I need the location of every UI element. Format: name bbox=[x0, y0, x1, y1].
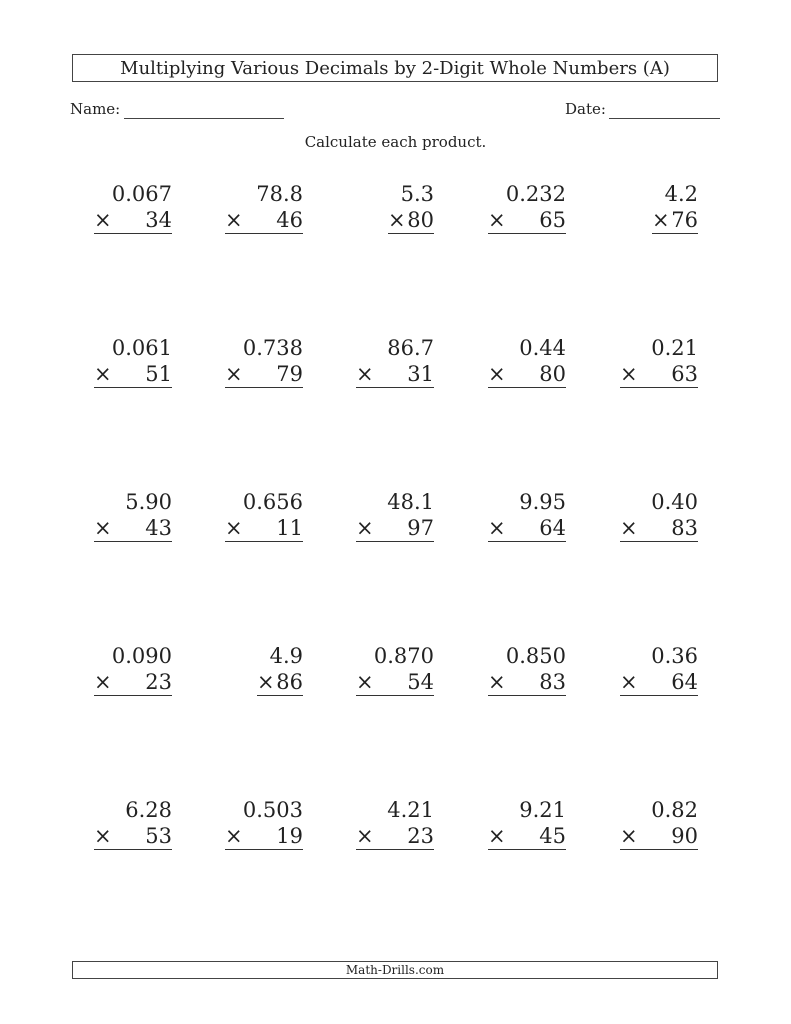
multiplier: 46 bbox=[276, 208, 303, 232]
multiplier-row bbox=[225, 669, 303, 695]
multiplicand: 78.8 bbox=[256, 182, 303, 206]
multiplicand: 9.95 bbox=[519, 490, 566, 514]
footer-text: Math-Drills.com bbox=[345, 963, 445, 977]
multiplicand: 86.7 bbox=[387, 336, 434, 360]
multiplicand: 0.232 bbox=[505, 182, 566, 206]
multiplicand: 0.850 bbox=[505, 644, 566, 668]
answer-line bbox=[94, 387, 172, 388]
multiplier-row bbox=[488, 669, 566, 695]
date-field[interactable] bbox=[609, 118, 720, 119]
multiplier: 80 bbox=[407, 208, 434, 232]
multiplier: 97 bbox=[407, 516, 434, 540]
name-field[interactable] bbox=[124, 118, 284, 119]
answer-line bbox=[652, 233, 698, 234]
answer-line bbox=[94, 233, 172, 234]
multiplier: 23 bbox=[407, 824, 434, 848]
times-sign: × bbox=[356, 670, 374, 694]
times-sign: × bbox=[94, 516, 112, 540]
multiplicand: 0.090 bbox=[111, 644, 172, 668]
multiplier: 80 bbox=[539, 362, 566, 386]
answer-line bbox=[225, 233, 303, 234]
multiplier: 31 bbox=[407, 362, 434, 386]
answer-line bbox=[94, 849, 172, 850]
times-sign: × bbox=[620, 824, 638, 848]
multiplier: 11 bbox=[276, 516, 303, 540]
date-label: Date: bbox=[565, 100, 606, 118]
times-sign: × bbox=[488, 516, 506, 540]
multiplicand: 0.061 bbox=[111, 336, 172, 360]
multiplicand: 6.28 bbox=[125, 798, 172, 822]
answer-line bbox=[356, 695, 434, 696]
multiplier: 19 bbox=[276, 824, 303, 848]
multiplier: 63 bbox=[671, 362, 698, 386]
answer-line bbox=[94, 695, 172, 696]
footer-box bbox=[72, 961, 718, 979]
times-sign: × bbox=[652, 208, 670, 232]
answer-line bbox=[356, 387, 434, 388]
multiplier-row bbox=[488, 823, 566, 849]
times-sign: × bbox=[488, 824, 506, 848]
multiplier-row bbox=[225, 515, 303, 541]
times-sign: × bbox=[225, 516, 243, 540]
answer-line bbox=[225, 541, 303, 542]
times-sign: × bbox=[620, 362, 638, 386]
times-sign: × bbox=[94, 362, 112, 386]
answer-line bbox=[620, 541, 698, 542]
answer-line bbox=[356, 849, 434, 850]
times-sign: × bbox=[356, 824, 374, 848]
answer-line bbox=[620, 849, 698, 850]
multiplicand: 5.3 bbox=[400, 182, 434, 206]
multiplicand: 4.21 bbox=[387, 798, 434, 822]
multiplier-row bbox=[94, 669, 172, 695]
times-sign: × bbox=[620, 670, 638, 694]
multiplier-row bbox=[225, 207, 303, 233]
multiplicand: 5.90 bbox=[125, 490, 172, 514]
answer-line bbox=[488, 695, 566, 696]
multiplier: 34 bbox=[145, 208, 172, 232]
answer-line bbox=[488, 849, 566, 850]
multiplier-row bbox=[94, 361, 172, 387]
answer-line bbox=[488, 233, 566, 234]
multiplier: 51 bbox=[145, 362, 172, 386]
multiplicand: 0.738 bbox=[242, 336, 303, 360]
multiplier-row bbox=[94, 823, 172, 849]
multiplier: 64 bbox=[671, 670, 698, 694]
times-sign: × bbox=[225, 362, 243, 386]
multiplier-row bbox=[620, 515, 698, 541]
multiplier-row bbox=[488, 515, 566, 541]
multiplier-row bbox=[94, 515, 172, 541]
times-sign: × bbox=[225, 824, 243, 848]
multiplicand: 0.40 bbox=[651, 490, 698, 514]
multiplicand: 0.067 bbox=[111, 182, 172, 206]
times-sign: × bbox=[356, 516, 374, 540]
answer-line bbox=[488, 387, 566, 388]
answer-line bbox=[620, 387, 698, 388]
multiplier-row bbox=[356, 207, 434, 233]
multiplier: 79 bbox=[276, 362, 303, 386]
times-sign: × bbox=[388, 208, 406, 232]
times-sign: × bbox=[620, 516, 638, 540]
multiplier-row bbox=[488, 207, 566, 233]
answer-line bbox=[225, 849, 303, 850]
multiplier: 76 bbox=[671, 208, 698, 232]
multiplicand: 48.1 bbox=[387, 490, 434, 514]
multiplier-row bbox=[620, 361, 698, 387]
worksheet-title: Multiplying Various Decimals by 2-Digit Whole Numbers (A) bbox=[120, 57, 670, 79]
multiplier: 86 bbox=[276, 670, 303, 694]
worksheet-title-box bbox=[72, 54, 718, 82]
multiplier: 53 bbox=[145, 824, 172, 848]
multiplier-row bbox=[356, 361, 434, 387]
multiplier: 90 bbox=[671, 824, 698, 848]
multiplier-row bbox=[488, 361, 566, 387]
multiplier-row bbox=[356, 823, 434, 849]
answer-line bbox=[225, 387, 303, 388]
multiplicand: 0.44 bbox=[519, 336, 566, 360]
times-sign: × bbox=[94, 670, 112, 694]
answer-line bbox=[257, 695, 303, 696]
multiplicand: 4.2 bbox=[664, 182, 698, 206]
multiplicand: 9.21 bbox=[519, 798, 566, 822]
times-sign: × bbox=[94, 208, 112, 232]
multiplicand: 0.21 bbox=[651, 336, 698, 360]
answer-line bbox=[488, 541, 566, 542]
answer-line bbox=[356, 541, 434, 542]
multiplier: 83 bbox=[671, 516, 698, 540]
multiplier: 65 bbox=[539, 208, 566, 232]
multiplier-row bbox=[620, 823, 698, 849]
multiplier-row bbox=[356, 515, 434, 541]
multiplicand: 0.82 bbox=[651, 798, 698, 822]
multiplier-row bbox=[620, 207, 698, 233]
instructions: Calculate each product. bbox=[304, 133, 487, 151]
multiplicand: 0.503 bbox=[242, 798, 303, 822]
multiplier: 64 bbox=[539, 516, 566, 540]
multiplier-row bbox=[94, 207, 172, 233]
multiplicand: 4.9 bbox=[269, 644, 303, 668]
multiplicand: 0.656 bbox=[242, 490, 303, 514]
times-sign: × bbox=[94, 824, 112, 848]
multiplier: 43 bbox=[145, 516, 172, 540]
name-label: Name: bbox=[70, 100, 121, 118]
multiplier: 83 bbox=[539, 670, 566, 694]
multiplier-row bbox=[356, 669, 434, 695]
multiplicand: 0.36 bbox=[651, 644, 698, 668]
answer-line bbox=[94, 541, 172, 542]
multiplier: 23 bbox=[145, 670, 172, 694]
answer-line bbox=[388, 233, 434, 234]
times-sign: × bbox=[356, 362, 374, 386]
times-sign: × bbox=[488, 362, 506, 386]
multiplier: 54 bbox=[407, 670, 434, 694]
times-sign: × bbox=[488, 208, 506, 232]
multiplier-row bbox=[620, 669, 698, 695]
multiplier-row bbox=[225, 361, 303, 387]
times-sign: × bbox=[257, 670, 275, 694]
answer-line bbox=[620, 695, 698, 696]
multiplier-row bbox=[225, 823, 303, 849]
times-sign: × bbox=[225, 208, 243, 232]
multiplicand: 0.870 bbox=[373, 644, 434, 668]
times-sign: × bbox=[488, 670, 506, 694]
multiplier: 45 bbox=[539, 824, 566, 848]
